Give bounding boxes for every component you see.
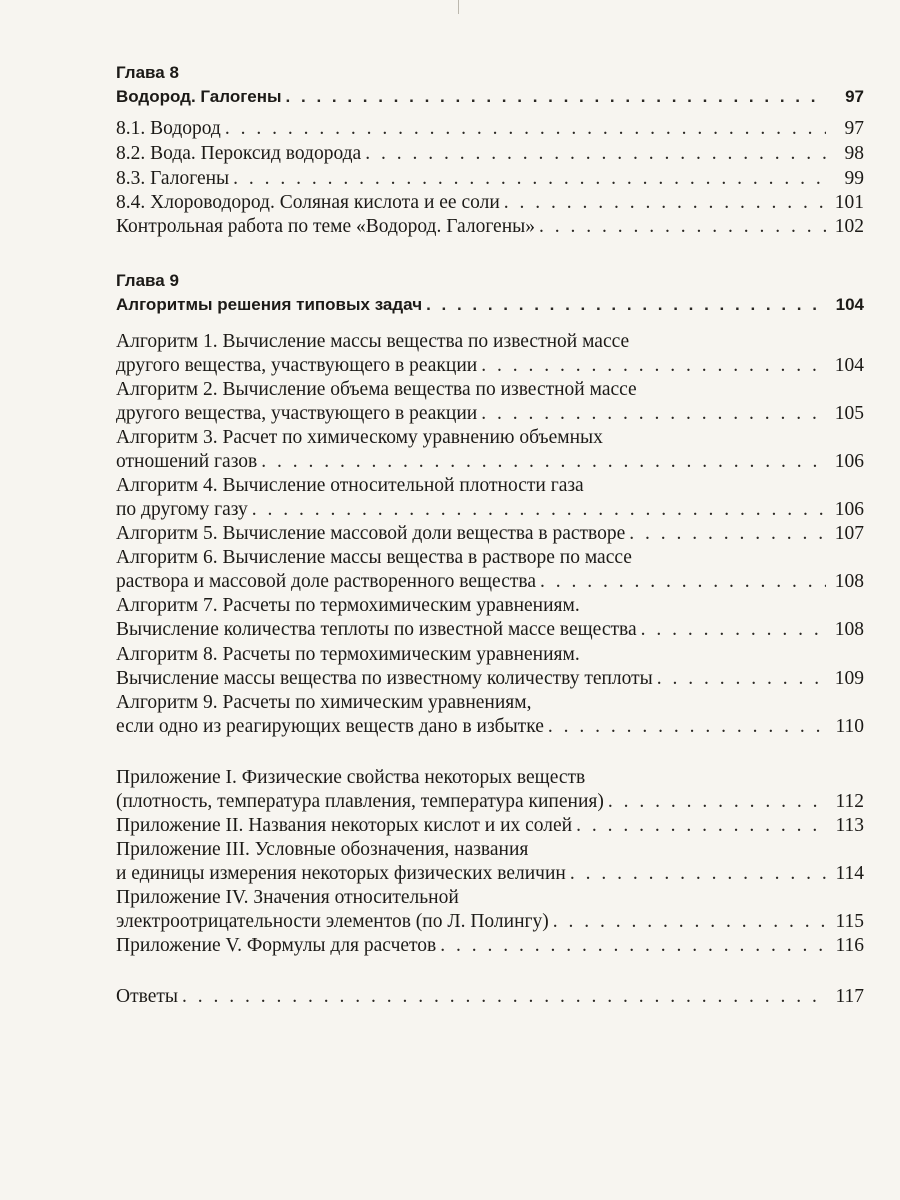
toc-entry[interactable] bbox=[116, 667, 864, 691]
entry-title: по другому газу bbox=[116, 499, 248, 520]
leader-dots bbox=[540, 570, 826, 594]
page-number: 97 bbox=[845, 87, 864, 106]
entry-title: Контрольная работа по теме «Водород. Галогены» bbox=[116, 216, 536, 237]
leader-dots bbox=[641, 618, 826, 642]
entry-line: Алгоритм 7. Расчеты по термохимическим уравнениям. bbox=[116, 595, 580, 616]
page-number: 99 bbox=[844, 168, 864, 189]
entry-title: если одно из реагирующих веществ дано в избытке bbox=[116, 716, 544, 737]
chapter-9-title: Алгоритмы решения типовых задач bbox=[116, 295, 423, 314]
page-number: 104 bbox=[834, 355, 864, 376]
leader-dots bbox=[553, 910, 826, 934]
leader-dots bbox=[440, 934, 826, 958]
page-number: 107 bbox=[834, 523, 864, 544]
entry-line: Алгоритм 6. Вычисление массы вещества в растворе по массе bbox=[116, 547, 632, 568]
toc-entry[interactable] bbox=[116, 790, 864, 814]
entry-title: 8.4. Хлороводород. Соляная кислота и ее соли bbox=[116, 192, 500, 213]
entry-title: Приложение V. Формулы для расчетов bbox=[116, 935, 437, 956]
leader-dots bbox=[629, 522, 826, 546]
page-number: 102 bbox=[834, 216, 864, 237]
toc-entry[interactable] bbox=[116, 354, 864, 378]
entry-title: Вычисление массы вещества по известному количеству теплоты bbox=[116, 668, 653, 689]
leader-dots bbox=[261, 450, 826, 474]
entry-title: 8.1. Водород bbox=[116, 118, 221, 139]
page-number: 116 bbox=[835, 935, 864, 956]
page-number: 106 bbox=[834, 499, 864, 520]
leader-dots bbox=[539, 215, 826, 239]
toc-entry[interactable] bbox=[116, 814, 864, 838]
page-number: 113 bbox=[835, 815, 864, 836]
entry-title: электроотрицательности элементов (по Л. Полингу) bbox=[116, 911, 549, 932]
leader-dots bbox=[570, 862, 826, 886]
leader-dots bbox=[365, 142, 826, 166]
leader-dots bbox=[481, 402, 826, 426]
page-number: 114 bbox=[835, 863, 864, 884]
leader-dots bbox=[252, 498, 826, 522]
page-number: 97 bbox=[844, 118, 864, 139]
toc-entry[interactable] bbox=[116, 498, 864, 522]
entry-title: Ответы bbox=[116, 986, 178, 1007]
page-edge-mark bbox=[458, 0, 459, 14]
page-number: 104 bbox=[835, 295, 864, 314]
toc-entry[interactable] bbox=[116, 167, 864, 191]
page-number: 115 bbox=[835, 911, 864, 932]
toc-entry-answers[interactable] bbox=[116, 985, 864, 1009]
toc-entry[interactable] bbox=[116, 402, 864, 426]
toc-entry[interactable] bbox=[116, 862, 864, 886]
entry-title: отношений газов bbox=[116, 451, 258, 472]
leader-dots bbox=[504, 191, 826, 215]
entry-title: другого вещества, участвующего в реакции bbox=[116, 355, 478, 376]
entry-line: Алгоритм 2. Вычисление объема вещества по известной массе bbox=[116, 379, 637, 400]
entry-title: Приложение II. Названия некоторых кислот и их солей bbox=[116, 815, 573, 836]
leader-dots bbox=[182, 985, 826, 1009]
page-number: 106 bbox=[834, 451, 864, 472]
page-number: 117 bbox=[835, 986, 864, 1007]
leader-dots bbox=[608, 790, 826, 814]
entry-line: Алгоритм 1. Вычисление массы вещества по известной массе bbox=[116, 331, 630, 352]
chapter-8-title-entry[interactable] bbox=[116, 85, 864, 109]
leader-dots bbox=[286, 85, 826, 109]
page-number: 101 bbox=[834, 192, 864, 213]
chapter-8-label: Глава 8 bbox=[116, 63, 179, 82]
page-number: 108 bbox=[834, 619, 864, 640]
toc-entry[interactable] bbox=[116, 715, 864, 739]
entry-line: Алгоритм 3. Расчет по химическому уравнению объемных bbox=[116, 427, 603, 448]
entry-line: Алгоритм 9. Расчеты по химическим уравнениям, bbox=[116, 692, 532, 713]
entry-title: другого вещества, участвующего в реакции bbox=[116, 403, 478, 424]
toc-entry[interactable] bbox=[116, 142, 864, 166]
chapter-9-label: Глава 9 bbox=[116, 271, 179, 290]
leader-dots bbox=[426, 293, 826, 317]
entry-title: 8.3. Галогены bbox=[116, 168, 230, 189]
page-number: 108 bbox=[834, 571, 864, 592]
toc-entry[interactable] bbox=[116, 910, 864, 934]
toc-entry[interactable] bbox=[116, 191, 864, 215]
toc-entry[interactable] bbox=[116, 570, 864, 594]
leader-dots bbox=[548, 715, 826, 739]
leader-dots bbox=[225, 117, 826, 141]
page-number: 105 bbox=[834, 403, 864, 424]
page-number: 110 bbox=[835, 716, 864, 737]
toc-entry[interactable] bbox=[116, 450, 864, 474]
entry-title: Вычисление количества теплоты по известной массе вещества bbox=[116, 619, 637, 640]
entry-title: и единицы измерения некоторых физических величин bbox=[116, 863, 566, 884]
entry-line: Приложение IV. Значения относительной bbox=[116, 887, 459, 908]
chapter-9-title-entry[interactable] bbox=[116, 293, 864, 317]
page-number: 98 bbox=[844, 143, 864, 164]
leader-dots bbox=[233, 167, 826, 191]
page-number: 112 bbox=[835, 791, 864, 812]
toc-entry[interactable] bbox=[116, 117, 864, 141]
leader-dots bbox=[481, 354, 826, 378]
toc-entry[interactable] bbox=[116, 934, 864, 958]
page-number: 109 bbox=[834, 668, 864, 689]
toc-entry[interactable] bbox=[116, 215, 864, 239]
chapter-8-title: Водород. Галогены bbox=[116, 87, 282, 106]
entry-title: раствора и массовой доле растворенного вещества bbox=[116, 571, 536, 592]
toc-entry[interactable] bbox=[116, 522, 864, 546]
entry-title: (плотность, температура плавления, температура кипения) bbox=[116, 791, 604, 812]
leader-dots bbox=[657, 667, 826, 691]
leader-dots bbox=[576, 814, 826, 838]
entry-line: Алгоритм 8. Расчеты по термохимическим уравнениям. bbox=[116, 644, 580, 665]
entry-title: Алгоритм 5. Вычисление массовой доли вещества в растворе bbox=[116, 523, 626, 544]
entry-title: 8.2. Вода. Пероксид водорода bbox=[116, 143, 362, 164]
entry-line: Приложение III. Условные обозначения, названия bbox=[116, 839, 529, 860]
entry-line: Алгоритм 4. Вычисление относительной плотности газа bbox=[116, 475, 584, 496]
toc-entry[interactable] bbox=[116, 618, 864, 642]
entry-line: Приложение I. Физические свойства некоторых веществ bbox=[116, 767, 586, 788]
